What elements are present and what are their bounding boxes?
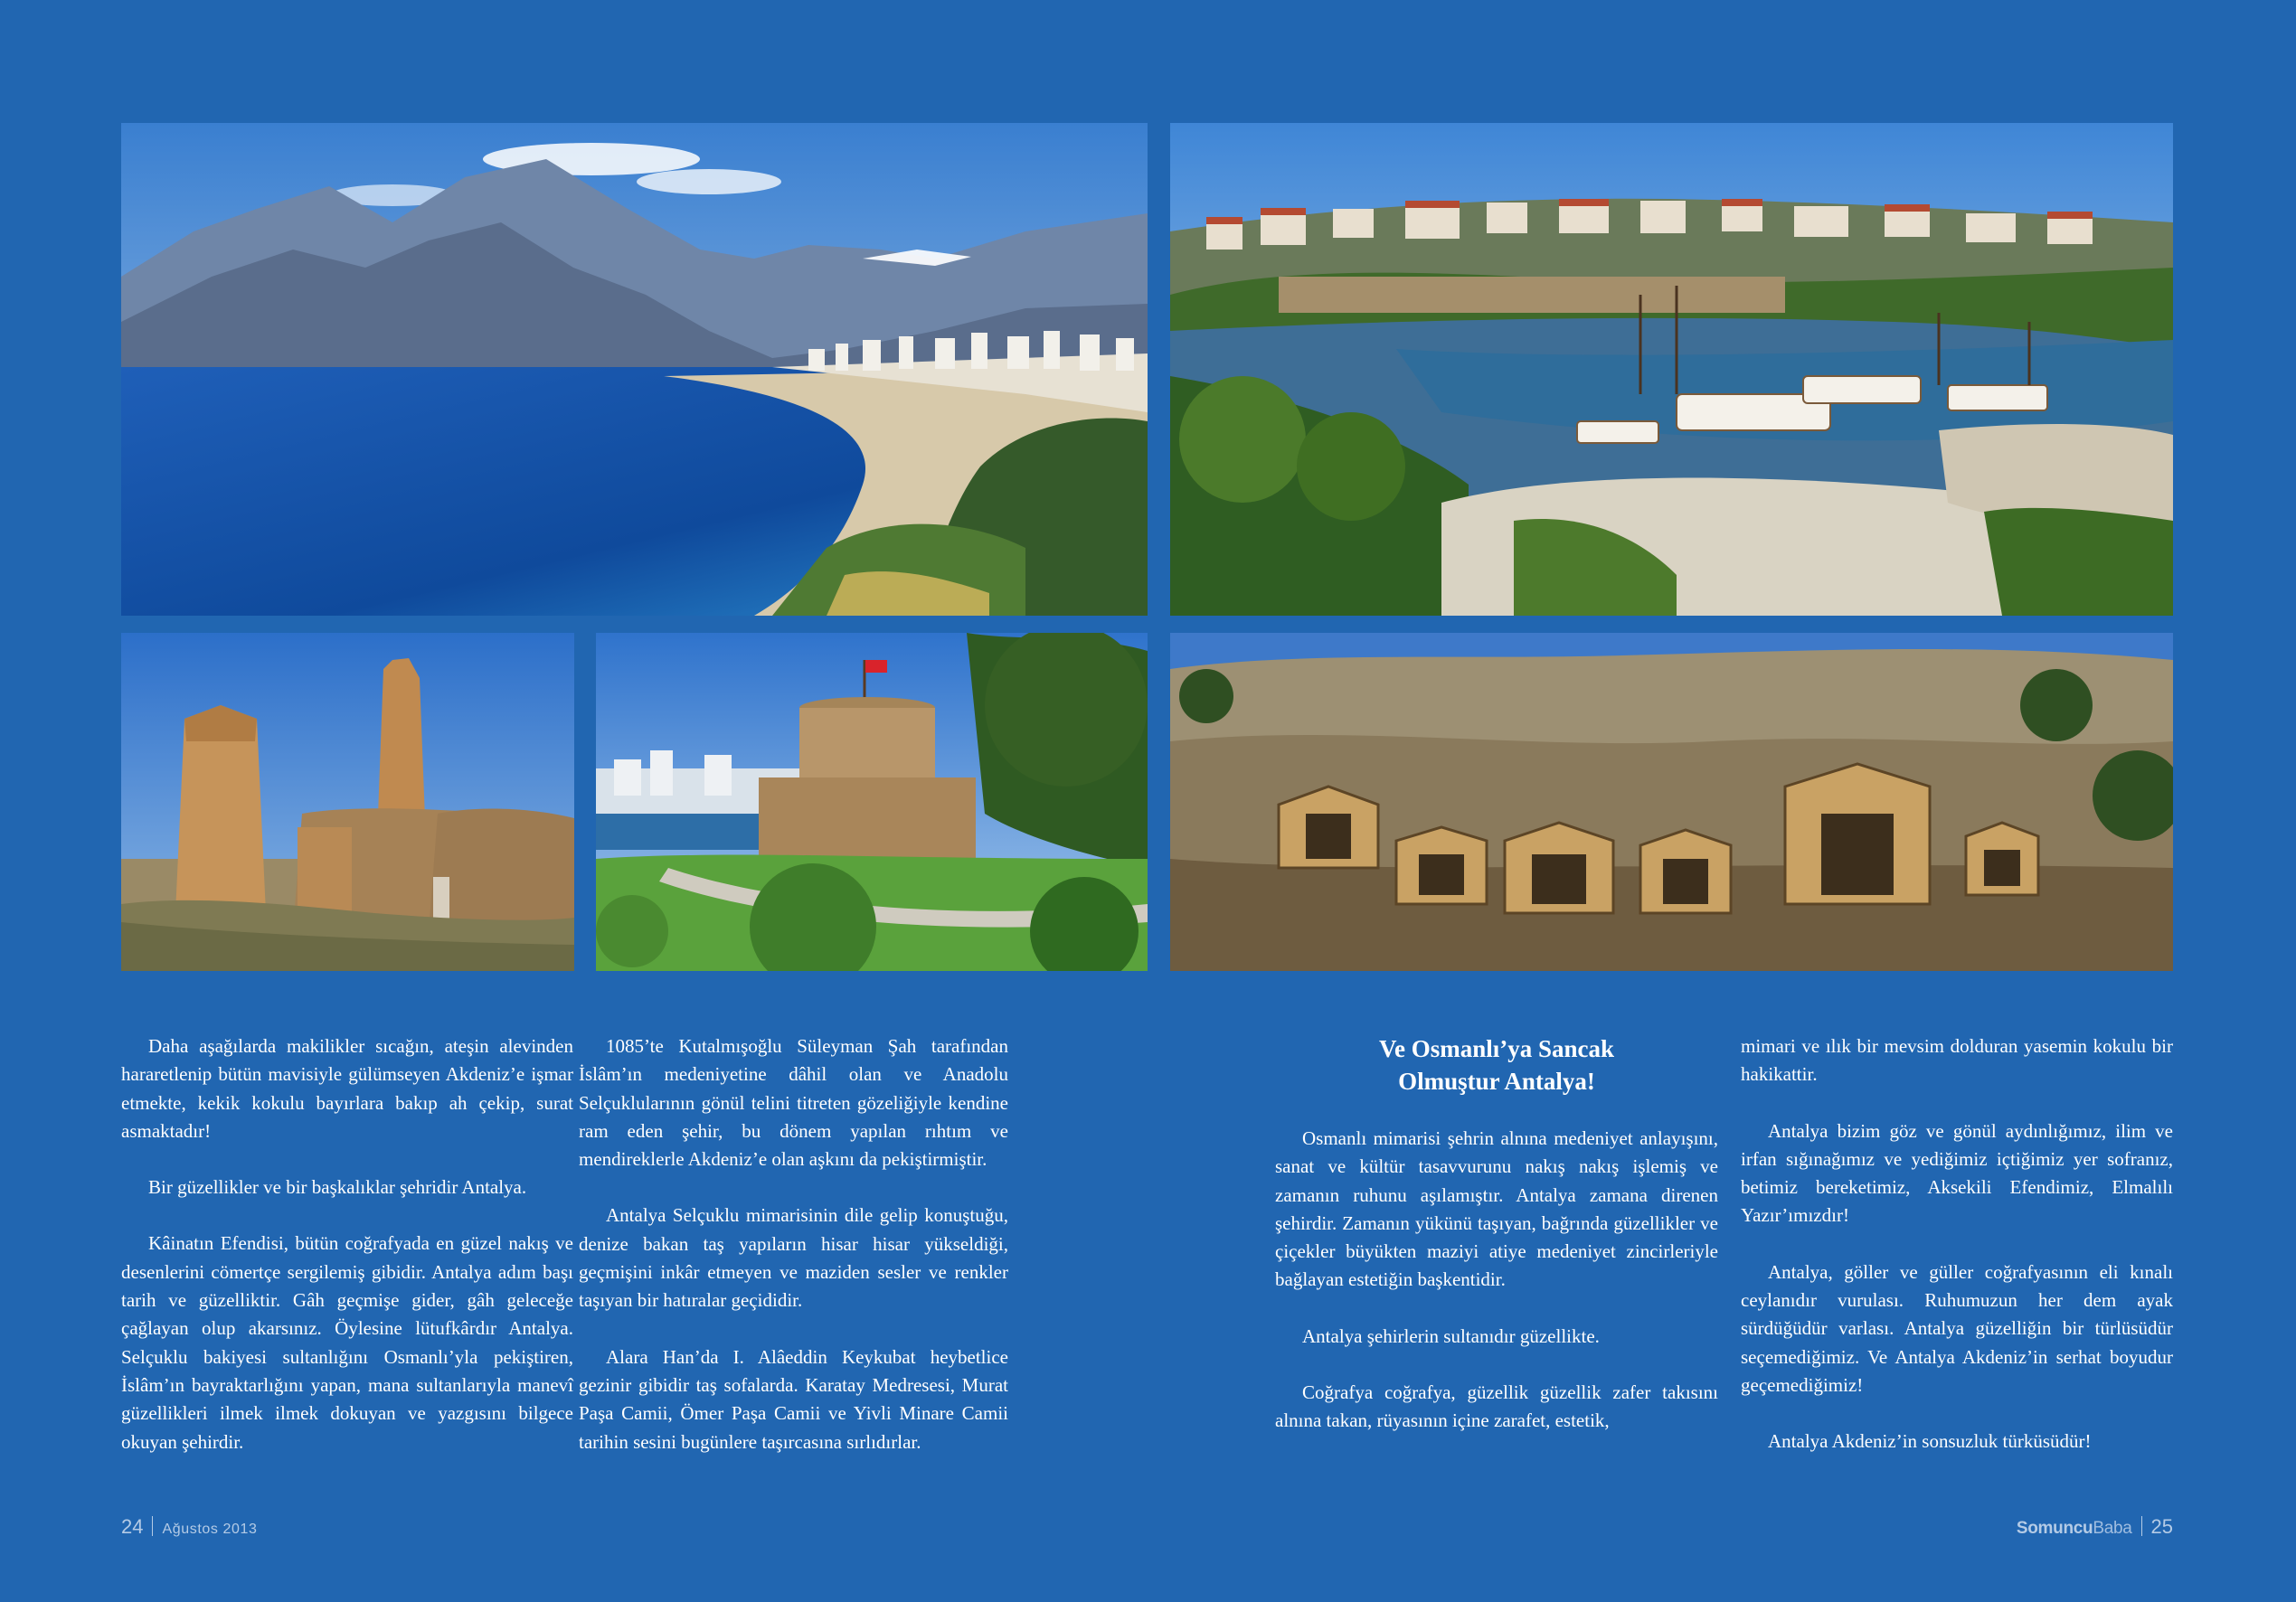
- paragraph: Antalya bizim göz ve gönül aydınlığımız, ilim ve irfan sığınağımız ve yediğimiz içtiğimiz yer sofranız, betimiz bereketimiz, Aksekili Efendimiz, Elmalılı Yazır’ımızdır!: [1741, 1119, 2173, 1227]
- paragraph: Osmanlı mimarisi şehrin alnına medeniyet anlayışını, sanat ve kültür tasavvurunu nakış nakış işlemiş ve zamanın ruhunu aşılamıştır. Antalya zamana direnen şehirdir. Zamanın yükünü taşıyan, bağrında güzellikler ve çiçekler büyükten maziyi atiye medeniyet zincirleriyle bağlayan estetiğin başkentidir.: [1275, 1127, 1718, 1291]
- paragraph: Antalya Akdeniz’in sonsuzluk türküsüdür!: [1768, 1430, 2092, 1453]
- paragraph: 1085’te Kutalmışoğlu Süleyman Şah tarafından İslâm’ın medeniyetine dâhil olan ve Anadolu Selçuklularının gönül telini titreten gözeliğiyle kendine ram eden şehir, bu dönem yapılan rıhtım ve mendireklerle Akdeniz’e olan aşkını da pekiştirmiştir.: [579, 1035, 1008, 1171]
- footer-divider: [152, 1516, 153, 1536]
- old-harbor-kaleici-photo: [1170, 123, 2173, 616]
- brand-part-2: Baba: [2093, 1519, 2132, 1538]
- paragraph: Bir güzellikler ve bir başkalıklar şehridir Antalya.: [148, 1176, 527, 1199]
- brand-part-1: Somuncu: [2016, 1519, 2093, 1538]
- footer-right: [2017, 1515, 2173, 1541]
- antalya-coast-mountains-photo: [121, 123, 1148, 616]
- hidirlik-tower-illustration: [596, 633, 1148, 971]
- hidirlik-tower-photo: [596, 633, 1148, 971]
- text-column-4: [1741, 1032, 2173, 1484]
- section-heading-line-1: Ve Osmanlı’ya Sancak: [1378, 1035, 1615, 1062]
- antalya-coast-mountains-illustration: [121, 123, 1148, 616]
- paragraph: Antalya şehirlerin sultanıdır güzellikte.: [1302, 1324, 1600, 1347]
- footer-left: [121, 1515, 258, 1541]
- footer-divider: [2141, 1516, 2142, 1536]
- paragraph: Antalya, göller ve güller coğrafyasının eli kınalı ceylanıdır vurulası. Ruhumuzun her dem ayak sürdüğüdür varlası. Antalya güzelliğin bir türlüsüdür seçemediğimiz. Ve Antalya Akdeniz’in serhat boyudur geçemediğimiz!: [1741, 1260, 2173, 1396]
- text-column-2: [579, 1032, 1008, 1484]
- paragraph: Daha aşağılarda makilikler sıcağın, ateşin alevinden hararetlenip bütün mavisiyle gülümseyen Akdeniz’e işmar etmekte, kekik kokulu bayırlara bakıp ah çekip, surat asmaktadır!: [121, 1035, 573, 1142]
- paragraph: mimari ve ılık bir mevsim dolduran yasemin kokulu bir hakikattir.: [1741, 1035, 2173, 1086]
- text-column-3: [1275, 1032, 1718, 1464]
- text-column-1: [121, 1032, 573, 1484]
- section-heading-line-2: Olmuştur Antalya!: [1398, 1068, 1595, 1095]
- ancient-ruins-towers-illustration: [121, 633, 574, 971]
- paragraph: Coğrafya coğrafya, güzellik güzellik zafer takısını alnına takan, rüyasının içine zarafet, estetik,: [1275, 1381, 1718, 1432]
- lycian-rock-tombs-photo: [1170, 633, 2173, 971]
- issue-date: Ağustos 2013: [162, 1522, 258, 1537]
- paragraph: Antalya Selçuklu mimarisinin dile gelip konuştuğu, denize bakan taş yapıların hisar hisar yükseldiği, geçmişini inkâr etmeyen ve maziden sesler ve renkler taşıyan bir hatıralar geçididir.: [579, 1204, 1008, 1312]
- section-heading: [1275, 1032, 1718, 1098]
- paragraph: Alara Han’da I. Alâeddin Keykubat heybetlice gezinir gibidir taş sofalarda. Karatay Medresesi, Murat Paşa Camii, Ömer Paşa Camii ve Yivli Minare Camii tarihin sesini bugünlere taşırcasına sırlıdırlar.: [579, 1345, 1008, 1453]
- lycian-rock-tombs-illustration: [1170, 633, 2173, 971]
- ancient-ruins-towers-photo: [121, 633, 574, 971]
- page-number-left: 24: [121, 1515, 144, 1538]
- page-number-right: 25: [2150, 1515, 2173, 1538]
- paragraph: Kâinatın Efendisi, bütün coğrafyada en güzel nakış ve desenlerini cömertçe sergilemiş gibidir. Antalya adım başı tarih ve güzelliktir. Gâh geçmişe gider, gâh geleceğe çağlayan olup akarsınız. Öylesine lütufkârdır Antalya. Selçuklu bakiyesi sultanlığını Osmanlı’yla pekiştiren, İslâm’ın bayraktarlığını yapan, mana sultanlarıyla manevî güzellikleri ilmek ilmek dokuyan ve yazgısını bilgece okuyan şehirdir.: [121, 1232, 573, 1453]
- magazine-brand: [2017, 1519, 2132, 1538]
- old-harbor-kaleici-illustration: [1170, 123, 2173, 616]
